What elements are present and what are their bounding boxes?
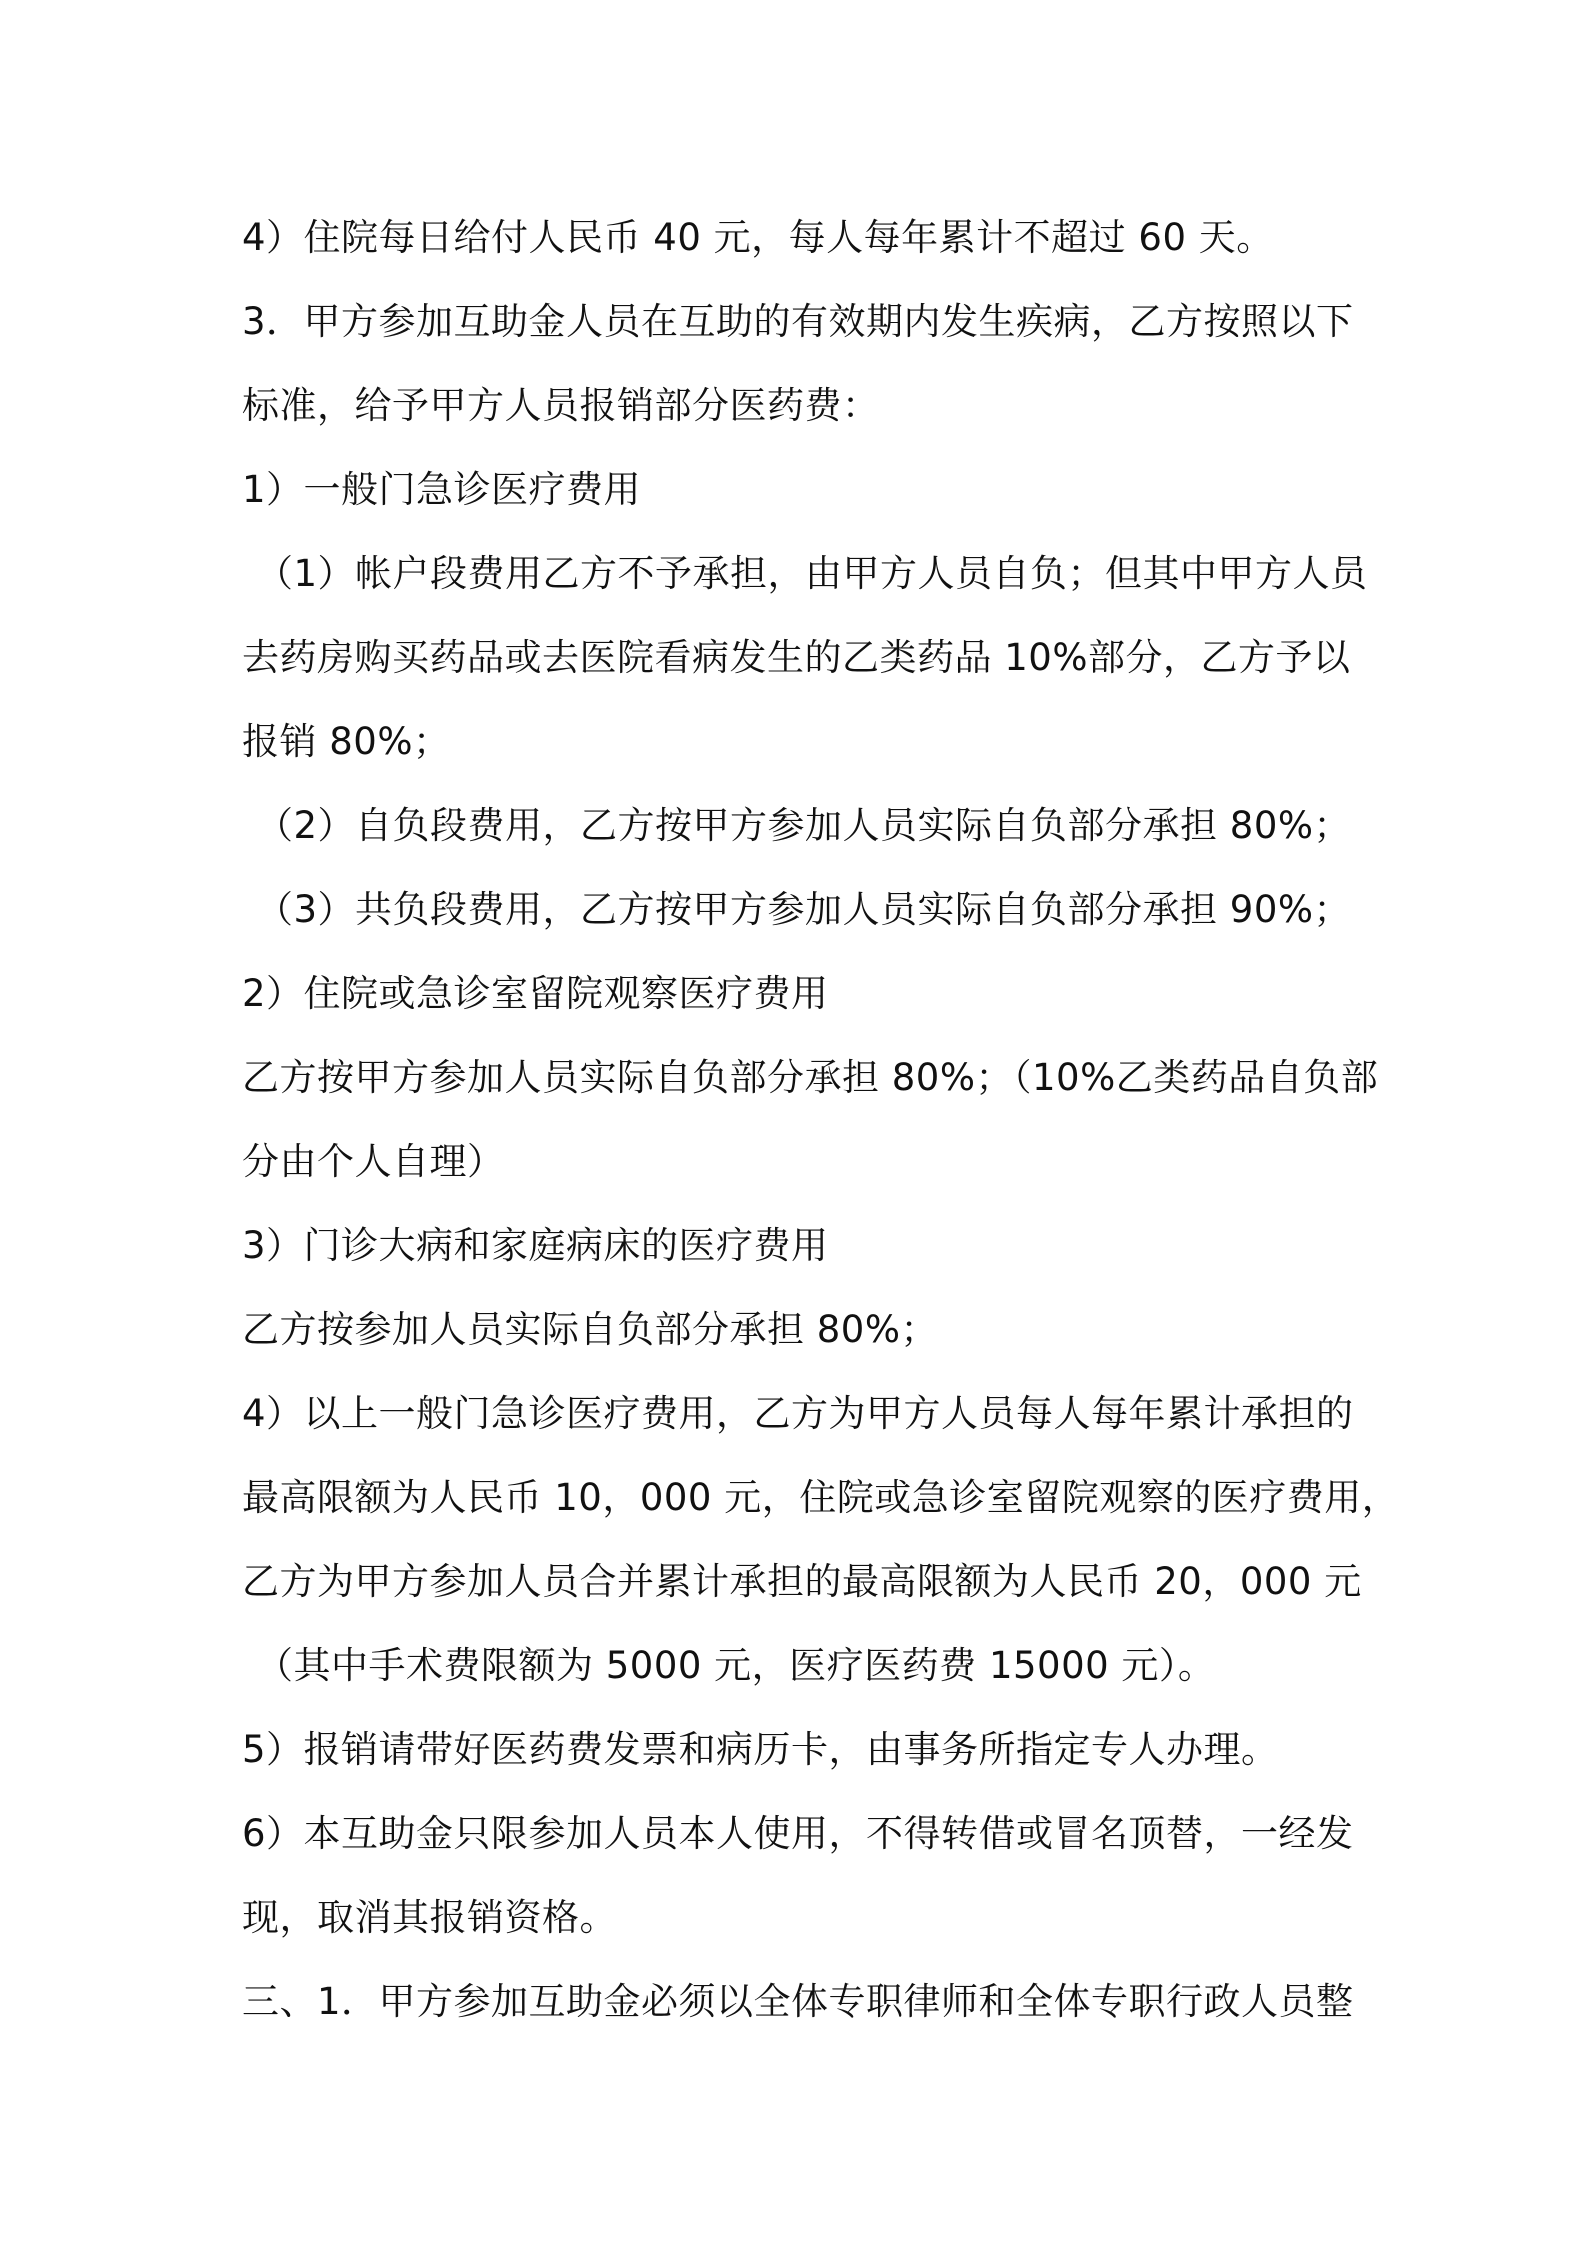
text-line: （3）共负段费用，乙方按甲方参加人员实际自负部分承担 90%； — [256, 888, 1352, 931]
text-line: 乙方按参加人员实际自负部分承担 80%； — [242, 1308, 938, 1351]
text-line: （1）帐户段费用乙方不予承担，由甲方人员自负；但其中甲方人员 — [256, 552, 1368, 595]
text-line: 2）住院或急诊室留院观察医疗费用 — [242, 972, 829, 1015]
text-line: （其中手术费限额为 5000 元，医疗医药费 15000 元）。 — [256, 1644, 1216, 1687]
text-line: 3．甲方参加互助金人员在互助的有效期内发生疾病，乙方按照以下 — [242, 300, 1354, 343]
text-line: （2）自负段费用，乙方按甲方参加人员实际自负部分承担 80%； — [256, 804, 1352, 847]
text-line: 4）住院每日给付人民币 40 元，每人每年累计不超过 60 天。 — [242, 216, 1274, 259]
document-body — [242, 196, 1400, 2044]
text-line: 最高限额为人民币 10，000 元，住院或急诊室留院观察的医疗费用， — [242, 1476, 1400, 1519]
text-line: 三、1．甲方参加互助金必须以全体专职律师和全体专职行政人员整 — [242, 1980, 1354, 2023]
text-line: 现，取消其报销资格。 — [242, 1896, 617, 1939]
text-line: 5）报销请带好医药费发票和病历卡，由事务所指定专人办理。 — [242, 1728, 1279, 1771]
text-line: 6）本互助金只限参加人员本人使用，不得转借或冒名顶替，一经发 — [242, 1812, 1354, 1855]
text-line: 乙方按甲方参加人员实际自负部分承担 80%；（10%乙类药品自负部 — [242, 1056, 1379, 1099]
text-line: 3）门诊大病和家庭病床的医疗费用 — [242, 1224, 829, 1267]
text-line: 报销 80%； — [242, 720, 451, 763]
text-line: 乙方为甲方参加人员合并累计承担的最高限额为人民币 20，000 元 — [242, 1560, 1362, 1603]
text-line: 分由个人自理） — [242, 1140, 505, 1183]
text-line: 1）一般门急诊医疗费用 — [242, 468, 642, 511]
text-line: 4）以上一般门急诊医疗费用，乙方为甲方人员每人每年累计承担的 — [242, 1392, 1354, 1435]
text-line: 去药房购买药品或去医院看病发生的乙类药品 10%部分，乙方予以 — [242, 636, 1351, 679]
text-line: 标准，给予甲方人员报销部分医药费： — [242, 384, 880, 427]
